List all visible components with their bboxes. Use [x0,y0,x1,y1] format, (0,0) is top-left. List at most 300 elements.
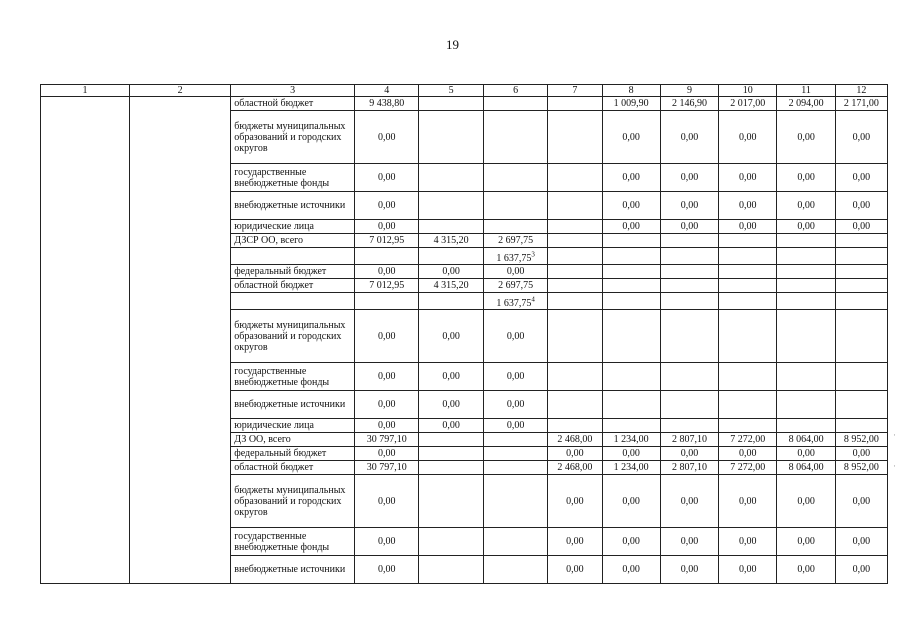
table-cell [355,97,419,111]
table-cell [355,192,419,220]
cell-value: 0,00 [680,200,699,211]
table-cell [355,475,419,528]
table-cell [719,293,777,310]
table-cell [419,310,483,363]
cell-value: 0,00 [739,536,757,547]
table-cell [483,363,547,391]
table-cell [835,220,887,234]
table-cell [835,293,887,310]
cell-value: 0,00 [506,330,525,342]
table-cell [719,391,777,419]
cell-value: 0,00 [680,495,699,507]
table-cell [602,447,660,461]
footnote-marker: 4 [531,295,535,304]
table-cell [719,528,777,556]
table-cell [483,220,547,234]
row-label: юридические лица [231,220,355,234]
cell-value: 0,00 [377,200,396,211]
cell-value: 0,00 [852,564,871,575]
cell-value: 0,00 [442,330,460,342]
table-cell [777,220,835,234]
cell-value: 0,00 [739,448,757,459]
table-cell [835,556,887,584]
cell-value: 0,00 [442,266,460,277]
cell-value: 0,00 [566,536,584,547]
table-cell [419,461,483,475]
cell-value: 0,00 [377,172,396,183]
cell-value: 0,00 [377,536,396,547]
table-cell [660,528,718,556]
cell-value: 0,00 [622,564,640,575]
table-cell [602,265,660,279]
cell-value: 0,00 [797,448,815,459]
cell-value: 2 094,00 [788,98,824,109]
table-cell [835,234,887,248]
table-cell [660,164,718,192]
table-cell [719,164,777,192]
table-cell [419,447,483,461]
table-cell-col1 [41,97,130,584]
table-cell [660,461,718,475]
table-cell [419,363,483,391]
cell-value: 0,00 [442,399,460,410]
table-cell [660,310,718,363]
cell-value: 30 797,10 [366,462,407,473]
table-cell [835,310,887,363]
table-cell [660,220,718,234]
table-cell [719,461,777,475]
table-cell [777,475,835,528]
cell-value: 2 017,00 [730,98,766,109]
table-cell [660,192,718,220]
table-cell [835,97,887,111]
table-cell [548,111,602,164]
cell-value: 0,00 [377,266,396,277]
row-label: ДЗСР ОО, всего [231,234,355,248]
table-cell [548,220,602,234]
table-cell [835,419,887,433]
column-number: 10 [719,85,777,97]
table-cell [719,433,777,447]
cell-value: 0,00 [852,495,871,507]
table-cell [660,391,718,419]
table-cell [660,447,718,461]
table-cell [355,279,419,293]
cell-value: 0,00 [442,371,460,382]
table-cell [602,111,660,164]
cell-value: 0,00 [852,448,871,459]
table-cell [355,447,419,461]
cell-value: 2 807,10 [671,462,707,473]
cell-value: 8 952,00 [843,434,879,445]
row-label: внебюджетные источники [231,192,355,220]
table-cell [660,111,718,164]
cell-value: 0,00 [377,371,396,382]
table-cell [602,248,660,265]
cell-value: 0,00 [797,536,815,547]
table-cell [777,248,835,265]
cell-value: 1 637,75 [496,253,532,264]
cell-value: 4 315,20 [433,235,469,246]
table-cell [719,265,777,279]
table-cell [548,248,602,265]
table-cell [602,192,660,220]
table-cell [777,164,835,192]
table-cell [419,433,483,447]
table-cell [355,248,419,265]
table-cell [483,192,547,220]
table-cell [777,310,835,363]
column-number: 7 [548,85,602,97]
margin-mark: · [893,461,896,471]
table-cell [548,447,602,461]
row-label [231,293,355,310]
table-cell [548,528,602,556]
cell-value: 0,00 [680,448,699,459]
cell-value: 0,00 [797,200,815,211]
cell-value: 0,00 [377,420,396,431]
table-cell [419,391,483,419]
cell-value: 0,00 [739,495,757,507]
table-cell [419,192,483,220]
table-cell [777,111,835,164]
cell-value: 1 234,00 [613,434,649,445]
row-label [231,248,355,265]
column-number: 11 [777,85,835,97]
table-cell [660,279,718,293]
table-cell [602,391,660,419]
table-cell [548,391,602,419]
cell-value: 0,00 [622,221,640,232]
table-cell [483,164,547,192]
cell-value: 2 697,75 [498,280,534,291]
table-cell [660,363,718,391]
column-number: 8 [602,85,660,97]
table-cell [548,419,602,433]
cell-value: 0,00 [377,399,396,410]
cell-value: 0,00 [797,564,815,575]
cell-value: 0,00 [377,564,396,575]
table-cell [660,556,718,584]
table-cell [548,461,602,475]
cell-value: 0,00 [739,564,757,575]
cell-value: 0,00 [680,221,699,232]
table-cell [548,234,602,248]
cell-value: 0,00 [852,172,871,183]
table-cell [548,279,602,293]
table-cell [777,192,835,220]
cell-value: 1 234,00 [613,462,649,473]
cell-value: 0,00 [566,495,584,507]
cell-value: 0,00 [442,420,460,431]
column-number-row [41,85,888,97]
cell-value: 30 797,10 [366,434,407,445]
table-cell [602,164,660,192]
table-cell [483,556,547,584]
table-cell [835,475,887,528]
cell-value: 0,00 [622,495,640,507]
table-cell [483,97,547,111]
table-cell [602,475,660,528]
table-cell [548,556,602,584]
table-cell [419,97,483,111]
table-cell [419,265,483,279]
column-number: 6 [483,85,547,97]
table-cell [355,363,419,391]
table-cell [548,164,602,192]
table-cell [777,97,835,111]
column-number: 5 [419,85,483,97]
table-cell [548,310,602,363]
footnote-marker: 3 [531,250,535,259]
table-cell [777,279,835,293]
table-cell [602,419,660,433]
cell-value: 9 438,80 [369,98,405,109]
table-cell [602,310,660,363]
column-number: 1 [41,85,130,97]
table-cell [777,293,835,310]
cell-value: 2 697,75 [498,235,534,246]
cell-value: 0,00 [622,131,640,143]
table-cell [660,234,718,248]
row-label: федеральный бюджет [231,265,355,279]
table-cell [719,310,777,363]
table-cell [483,279,547,293]
table-cell [777,447,835,461]
table-cell [602,461,660,475]
table-cell [483,248,547,265]
column-number: 4 [355,85,419,97]
row-label: государственные внебюджетные фонды [231,528,355,556]
table-cell [660,433,718,447]
cell-value: 2 468,00 [557,462,593,473]
table-cell [355,111,419,164]
table-cell [602,97,660,111]
column-number: 9 [660,85,718,97]
table-cell [602,556,660,584]
table-cell [835,192,887,220]
cell-value: 0,00 [377,495,396,507]
margin-mark: · [893,430,896,440]
cell-value: 0,00 [377,448,396,459]
table-cell [483,293,547,310]
row-label: бюджеты муниципальных образований и городских округов [231,475,355,528]
cell-value: 1 009,90 [613,98,649,109]
column-number: 2 [129,85,230,97]
column-number: 3 [231,85,355,97]
cell-value: 0,00 [506,266,525,277]
table-cell [355,433,419,447]
table-cell [719,419,777,433]
table-cell [483,310,547,363]
row-label: областной бюджет [231,461,355,475]
table-cell [483,234,547,248]
table-cell [355,419,419,433]
cell-value: 0,00 [377,221,396,232]
row-label: ДЗ ОО, всего [231,433,355,447]
cell-value: 0,00 [680,564,699,575]
table-cell [419,475,483,528]
table-cell [835,265,887,279]
cell-value: 0,00 [797,172,815,183]
table-cell [548,363,602,391]
cell-value: 0,00 [622,200,640,211]
table-cell [355,528,419,556]
table-cell [777,461,835,475]
table-cell [355,391,419,419]
table-cell [602,528,660,556]
table-cell [719,192,777,220]
column-number: 12 [835,85,887,97]
table-cell [419,248,483,265]
cell-value: 2 171,00 [843,98,879,109]
table-cell [660,293,718,310]
table-cell [719,234,777,248]
table-cell [419,419,483,433]
table-cell [835,363,887,391]
row-label: внебюджетные источники [231,556,355,584]
table-cell [719,475,777,528]
cell-value: 2 146,90 [671,98,707,109]
table-cell [355,220,419,234]
row-label: юридические лица [231,419,355,433]
page-number: 19 [446,37,459,52]
cell-value: 0,00 [852,221,871,232]
cell-value: 0,00 [680,172,699,183]
table-cell [483,265,547,279]
table-cell [777,528,835,556]
table-cell [419,111,483,164]
table-cell [777,419,835,433]
table-cell [419,556,483,584]
cell-value: 0,00 [377,330,396,342]
table-cell [548,97,602,111]
table-cell [719,220,777,234]
table-cell [483,433,547,447]
table-cell [419,234,483,248]
cell-value: 0,00 [739,221,757,232]
table-cell [602,234,660,248]
cell-value: 7 012,95 [369,280,405,291]
cell-value: 2 807,10 [671,434,707,445]
cell-value: 0,00 [797,221,815,232]
cell-value: 0,00 [506,420,525,431]
table-cell [483,447,547,461]
budget-table [40,84,888,584]
table-cell [835,433,887,447]
table-cell [548,433,602,447]
table-cell [835,248,887,265]
row-label: внебюджетные источники [231,391,355,419]
table-cell [719,556,777,584]
row-label: федеральный бюджет [231,447,355,461]
table-cell [777,234,835,248]
cell-value: 4 315,20 [433,280,469,291]
table-cell [660,97,718,111]
table-cell [483,528,547,556]
cell-value: 0,00 [739,131,757,143]
row-label: бюджеты муниципальных образований и городских округов [231,310,355,363]
table-cell [419,279,483,293]
table-cell [835,461,887,475]
table-cell [602,293,660,310]
cell-value: 0,00 [622,448,640,459]
table-cell [483,391,547,419]
cell-value: 0,00 [852,536,871,547]
row-label: областной бюджет [231,279,355,293]
table-cell [777,265,835,279]
table-cell [660,248,718,265]
cell-value: 0,00 [622,172,640,183]
cell-value: 8 952,00 [843,462,879,473]
cell-value: 0,00 [797,131,815,143]
table-cell [548,293,602,310]
cell-value: 0,00 [852,131,871,143]
table-cell [777,433,835,447]
table-cell [355,164,419,192]
table-cell [419,220,483,234]
table-cell [719,248,777,265]
table-cell [355,265,419,279]
table-cell [719,111,777,164]
table-cell [355,556,419,584]
cell-value: 0,00 [680,536,699,547]
table-cell [835,164,887,192]
cell-value: 8 064,00 [788,434,824,445]
table-cell [602,220,660,234]
table-cell [835,447,887,461]
table-cell [355,461,419,475]
table-cell [548,192,602,220]
table-cell [483,419,547,433]
cell-value: 0,00 [680,131,699,143]
table-cell [355,310,419,363]
table-cell [719,447,777,461]
table-cell [777,556,835,584]
table-cell [483,111,547,164]
cell-value: 0,00 [506,399,525,410]
cell-value: 8 064,00 [788,462,824,473]
table-cell [719,279,777,293]
cell-value: 0,00 [566,448,584,459]
table-cell [835,111,887,164]
table-cell [835,279,887,293]
table-cell [419,528,483,556]
table-cell [719,97,777,111]
cell-value: 0,00 [506,371,525,382]
table-cell [660,265,718,279]
row-label: государственные внебюджетные фонды [231,363,355,391]
table-cell [835,528,887,556]
table-cell [777,363,835,391]
row-label: бюджеты муниципальных образований и городских округов [231,111,355,164]
cell-value: 1 637,75 [496,298,532,309]
cell-value: 0,00 [622,536,640,547]
table-cell [355,234,419,248]
table-cell-col2 [129,97,230,584]
cell-value: 7 012,95 [369,235,405,246]
table-cell [355,293,419,310]
cell-value: 7 272,00 [730,434,766,445]
cell-value: 0,00 [797,495,815,507]
table-cell [602,279,660,293]
table-cell [835,391,887,419]
table-cell [660,419,718,433]
cell-value: 2 468,00 [557,434,593,445]
cell-value: 0,00 [739,200,757,211]
row-label: государственные внебюджетные фонды [231,164,355,192]
table-cell [548,475,602,528]
